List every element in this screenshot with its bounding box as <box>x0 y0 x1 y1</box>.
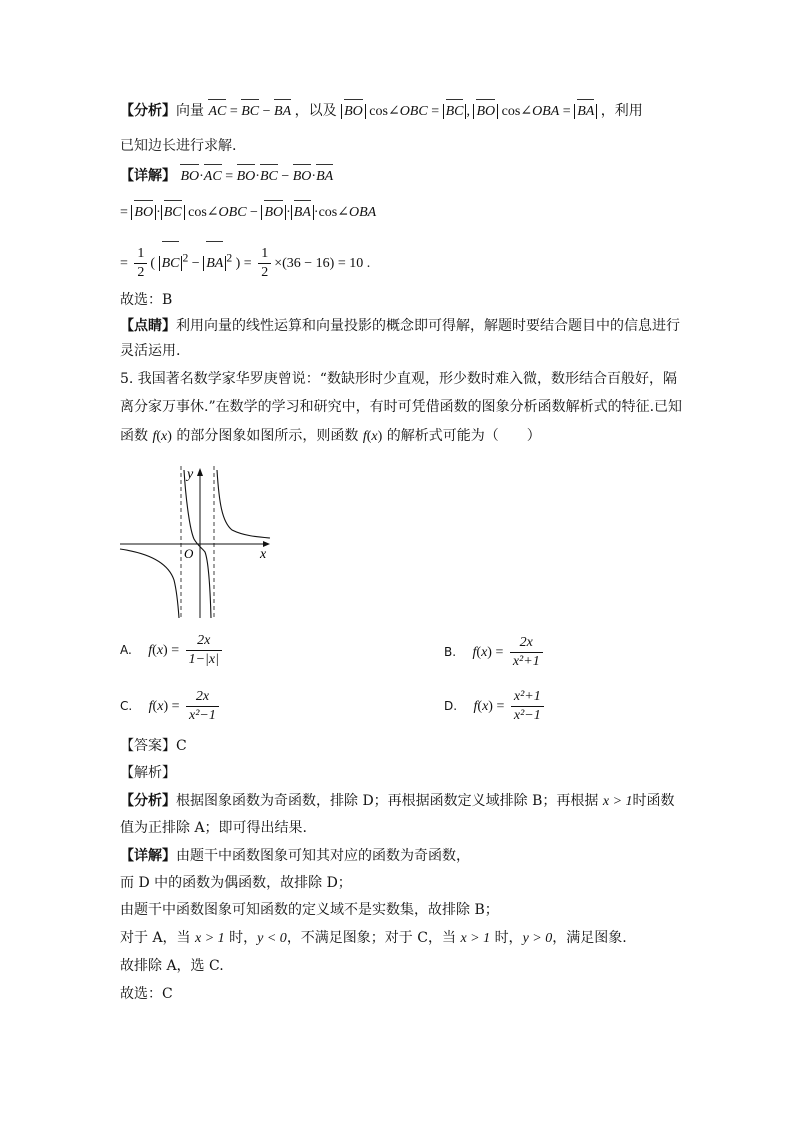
prev-analysis-line: 【分析】向量 AC = BC − BA ，以及 BO cos∠OBC = BC , BO cos∠OBA = BA ，利用 <box>120 101 643 122</box>
prev-analysis-line2: 已知边长进行求解. <box>120 138 237 154</box>
option-c[interactable]: C. f(x) = $\frac{2x}{\text{x²−1}}$ <box>120 684 222 729</box>
analysis-tag: 【分析】 <box>120 103 176 119</box>
answer-tag: 【答案】C <box>120 738 187 754</box>
solution-detail-line3: 由题干中函数图象可知函数的定义域不是实数集，故排除 B； <box>120 902 499 918</box>
jiexi-tag: 【解析】 <box>120 765 176 781</box>
question-line1: 5. 我国著名数学家华罗庚曾说：“数缺形时少直观，形少数时难入微，数形结合百般好，隔 <box>120 371 677 387</box>
curve-left-branch <box>120 549 179 618</box>
x-axis-label: x <box>260 547 267 562</box>
solution-final: 故选：C <box>120 986 173 1002</box>
solution-detail-line1: 【详解】由题干中函数图象可知其对应的函数为奇函数， <box>120 848 470 864</box>
curve-right-branch <box>217 470 270 538</box>
prev-point-line1: 【点睛】利用向量的线性运算和向量投影的概念即可得解，解题时要结合题目中的信息进行 <box>120 318 680 334</box>
prev-answer: 故选：B <box>120 292 173 308</box>
prev-detail-line2: = BO · BC cos∠OBC − BO · BA ·cos∠OBA <box>120 202 376 223</box>
solution-detail-line4: 对于 A，当 x > 1 时，y < 0，不满足图象；对于 C，当 x > 1 时，y > 0，满足图象. <box>120 930 627 946</box>
question-line2: 离分家万事休.”在数学的学习和研究中，有时可凭借函数的图象分析函数解析式的特征.已知 <box>120 399 683 415</box>
vector-expression: AC = BC − BA <box>208 104 294 119</box>
function-graph <box>118 462 278 622</box>
solution-detail-line5: 故排除 A，选 C. <box>120 958 224 974</box>
solution-analysis-line2: 值为正排除 A；即可得出结果. <box>120 820 308 836</box>
origin-label: O <box>184 546 194 561</box>
prev-detail-line3: = $\frac{1}{2}$ ( BC $^2$ − BA $^2$ ) = $\frac{1}{2}$ ×(36 − 16) = 10 . <box>120 238 370 284</box>
solution-analysis-line1: 【分析】根据图象函数为奇函数，排除 D；再根据函数定义域排除 B；再根据 x > 1时函数 <box>120 793 675 809</box>
point-tag: 【点睛】 <box>120 318 176 334</box>
y-axis-arrow <box>197 468 203 476</box>
y-axis-label: y <box>187 467 194 482</box>
option-b[interactable]: B. f(x) = $\frac{2x}{\text{x²+1}}$ <box>444 630 546 675</box>
prev-point-line2: 灵活运用. <box>120 343 181 359</box>
option-d[interactable]: D. f(x) = $\frac{\text{x²+1}}{\text{x²−1}}$ <box>444 684 547 729</box>
solution-detail-line2: 而 D 中的函数为偶函数，故排除 D； <box>120 875 352 891</box>
projection-expression: BO cos∠OBC = BC , BO cos∠OBA = BA <box>341 104 601 119</box>
option-a[interactable]: A. f(x) = $\frac{2x}{1-|x|}$ <box>120 628 225 673</box>
question-line3: 函数 f(x) 的部分图象如图所示，则函数 f(x) 的解析式可能为（ ） <box>120 428 541 444</box>
detail-tag: 【详解】 <box>120 168 176 184</box>
prev-detail-line1: 【详解】 BO·AC = BO·BC − BO·BA <box>120 166 333 187</box>
